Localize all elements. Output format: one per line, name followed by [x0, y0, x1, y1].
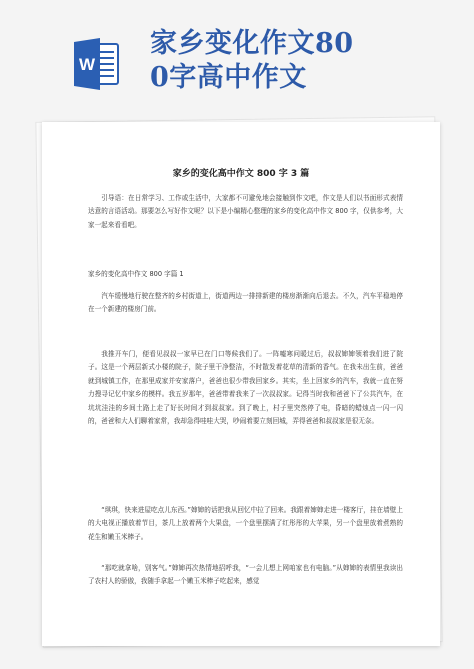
page-fade [42, 606, 440, 646]
body-paragraph: “琪琪，快来进屋吃点儿东西。”婶婶的话把我从回忆中拉了回来。我跟着婶婶走进一楼客厅，挂在墙壁上的大电视正播放着节目，茶几上放着两个大果盘，一个盘里摆满了红彤彤的大苹果，另一个盘里放着煮熟的花生和嫩玉米棒子。 [88, 506, 403, 541]
intro-paragraph: 引导语：在日常学习、工作或生活中，大家都不可避免地会接触到作文吧，作文是人们以书面形式表情达意的言语活动。那要怎么写好作文呢？以下是小编精心整理的家乡的变化高中作文 800 字，仅供参考，大家一起来看看吧。 [88, 194, 403, 229]
header [0, 0, 474, 110]
word-document-icon [72, 38, 120, 90]
body-paragraph: 汽车缓慢地行驶在整齐的乡村街道上，街道两边一排排新建的楼房渐渐向后退去。不久，汽车平稳地停在一个新建的楼房门前。 [88, 292, 403, 314]
page-title-line-2: 0字高中作文 [150, 62, 307, 93]
document-title: 家乡的变化高中作文 800 字 3 篇 [172, 169, 310, 179]
svg-text:W: W [78, 55, 96, 74]
section-heading: 家乡的变化高中作文 800 字篇 1 [88, 270, 184, 278]
body-paragraph: “那吃就拿啥，别客气。”婶婶再次热情地招呼我，“一会儿想上网咱家也有电脑。”从婶婶的表情里我读出了农村人的骄傲，我随手拿起一个嫩玉米棒子吃起来，感觉 [88, 564, 403, 586]
page-title-line-1: 家乡变化作文80 [150, 28, 354, 59]
body-paragraph: 我推开车门，便看见叔叔一家早已在门口等候我们了。一阵嘘寒问暖过后，叔叔婶婶领着我们进了院子。这是一个两层新式小楼的院子，院子里干净整洁，不时散发着花草的清新的香气。在我未出生前，爸爸就到城镇工作，在那里成家并安家落户，爸爸也很少带我回家乡。其实，坐上回家乡的汽车，我就一直在努力搜寻记忆中家乡的模样。我五岁那年，爸爸带着我来了一次叔叔家。记得当时我和爸爸下了公共汽车，在坑坑洼洼的乡间土路上走了好长时间才到叔叔家。到了晚上，村子里突然停了电，昏暗的蜡烛点一闪一闪的，爸爸和大人们聊着家常，我却急得哇哇大哭，吵闹着要立刻回城，弄得爸爸和叔叔家是很无奈。 [88, 350, 403, 426]
document-sheet [42, 122, 440, 646]
document-preview [42, 122, 440, 642]
